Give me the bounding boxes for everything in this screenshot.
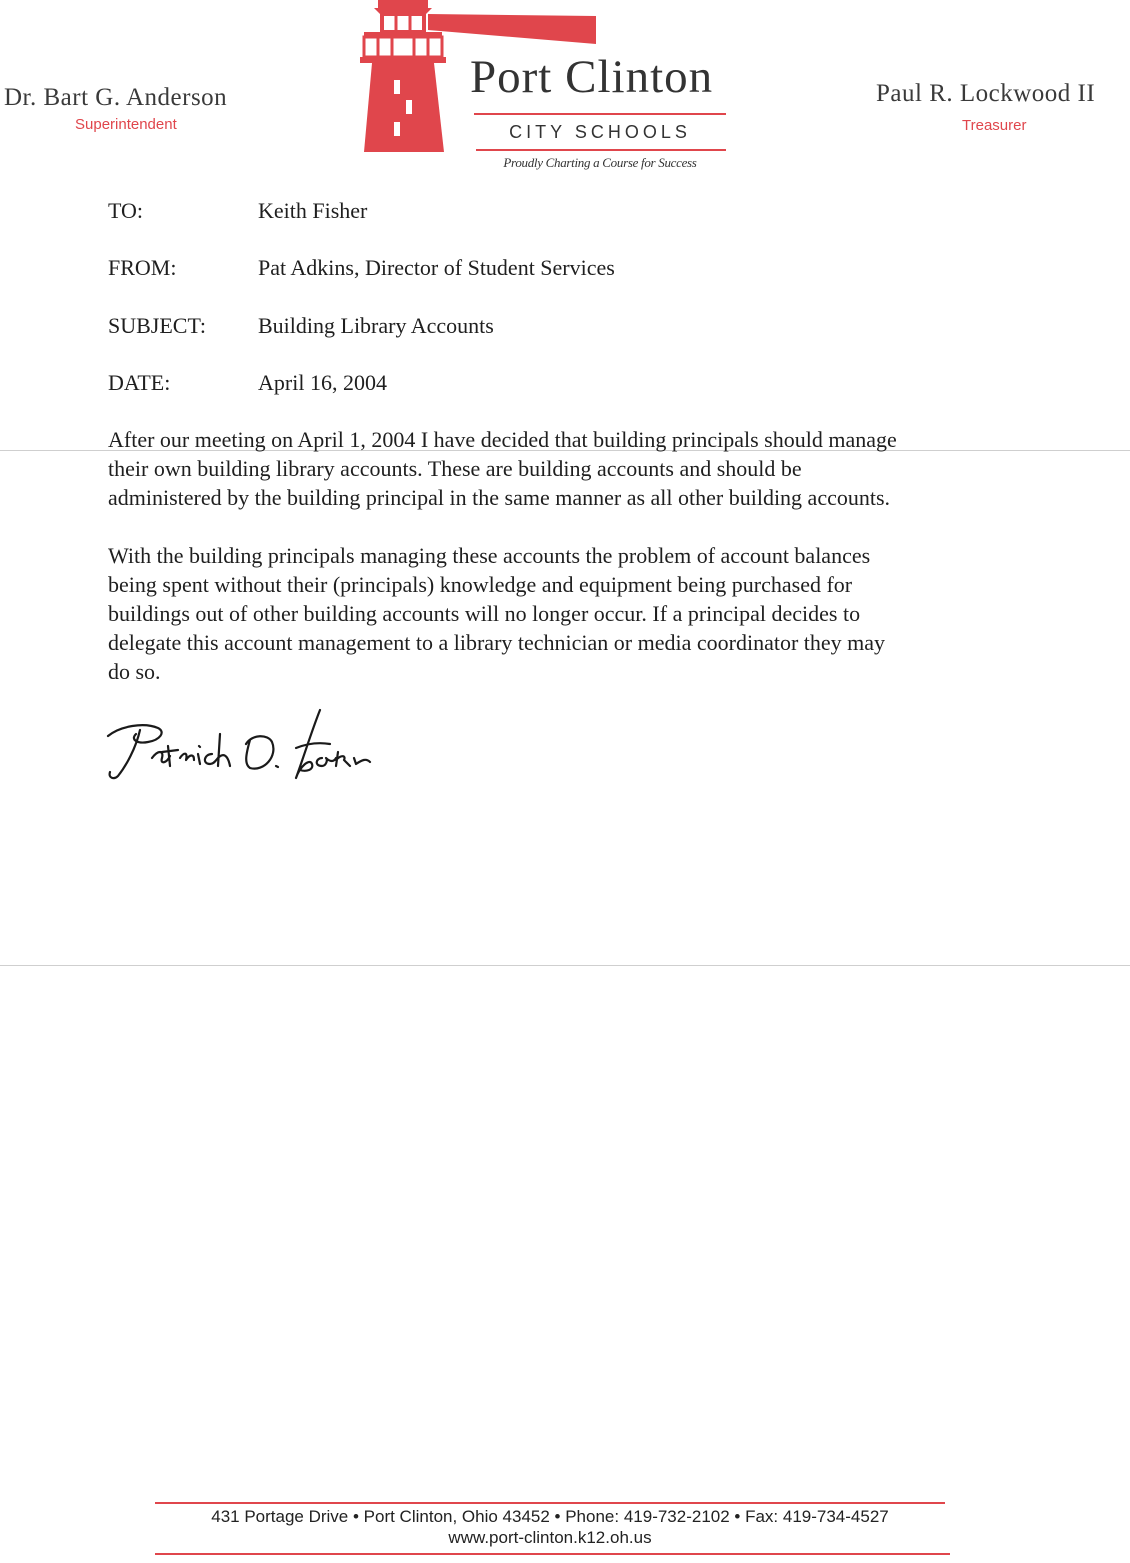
superintendent-title: Superintendent	[75, 116, 177, 133]
scan-artifact-line	[0, 965, 1130, 966]
memo-subject-value: Building Library Accounts	[258, 313, 494, 338]
brand-name: Port Clinton	[470, 51, 714, 103]
memo-from-row	[108, 255, 615, 281]
memo-date-value: April 16, 2004	[258, 370, 387, 395]
footer-website-link[interactable]: www.port-clinton.k12.oh.us	[448, 1528, 652, 1547]
brand-subtitle: CITY SCHOOLS	[509, 122, 691, 142]
footer-divider	[155, 1502, 945, 1504]
brand-divider	[476, 149, 726, 151]
body-paragraph: With the building principals managing these accounts the problem of account balances being spent without their (principals) knowledge and equipment being purchased for buildings out of other building accounts will no longer occur. If a principal decides to delegate this account management to a library technician or media coordinator they may do so.	[108, 543, 886, 684]
superintendent-name: Dr. Bart G. Anderson	[4, 84, 228, 111]
memo-subject-row	[108, 313, 494, 339]
memo-from-label: FROM:	[108, 255, 177, 280]
body-paragraph: After our meeting on April 1, 2004 I have decided that building principals should manage their own building library accounts. These are building accounts and should be administered by the building principal in the same manner as all other building accounts.	[108, 427, 897, 510]
memo-to-value: Keith Fisher	[258, 198, 368, 223]
footer-address: 431 Portage Drive • Port Clinton, Ohio 43452 • Phone: 419-732-2102 • Fax: 419-734-4527	[211, 1507, 889, 1526]
memo-to-label: TO:	[108, 198, 144, 223]
footer-divider	[155, 1553, 950, 1555]
brand-divider	[474, 113, 726, 115]
treasurer-name: Paul R. Lockwood II	[876, 80, 1096, 107]
memo-from-value: Pat Adkins, Director of Student Services	[258, 255, 615, 280]
memo-subject-label: SUBJECT:	[108, 313, 206, 338]
brand-tagline: Proudly Charting a Course for Success	[503, 155, 697, 170]
treasurer-title: Treasurer	[962, 117, 1027, 134]
memo-to-row	[108, 198, 367, 224]
memo-date-row	[108, 370, 387, 396]
handwritten-signature	[100, 700, 390, 790]
memo-date-label: DATE:	[108, 370, 171, 395]
